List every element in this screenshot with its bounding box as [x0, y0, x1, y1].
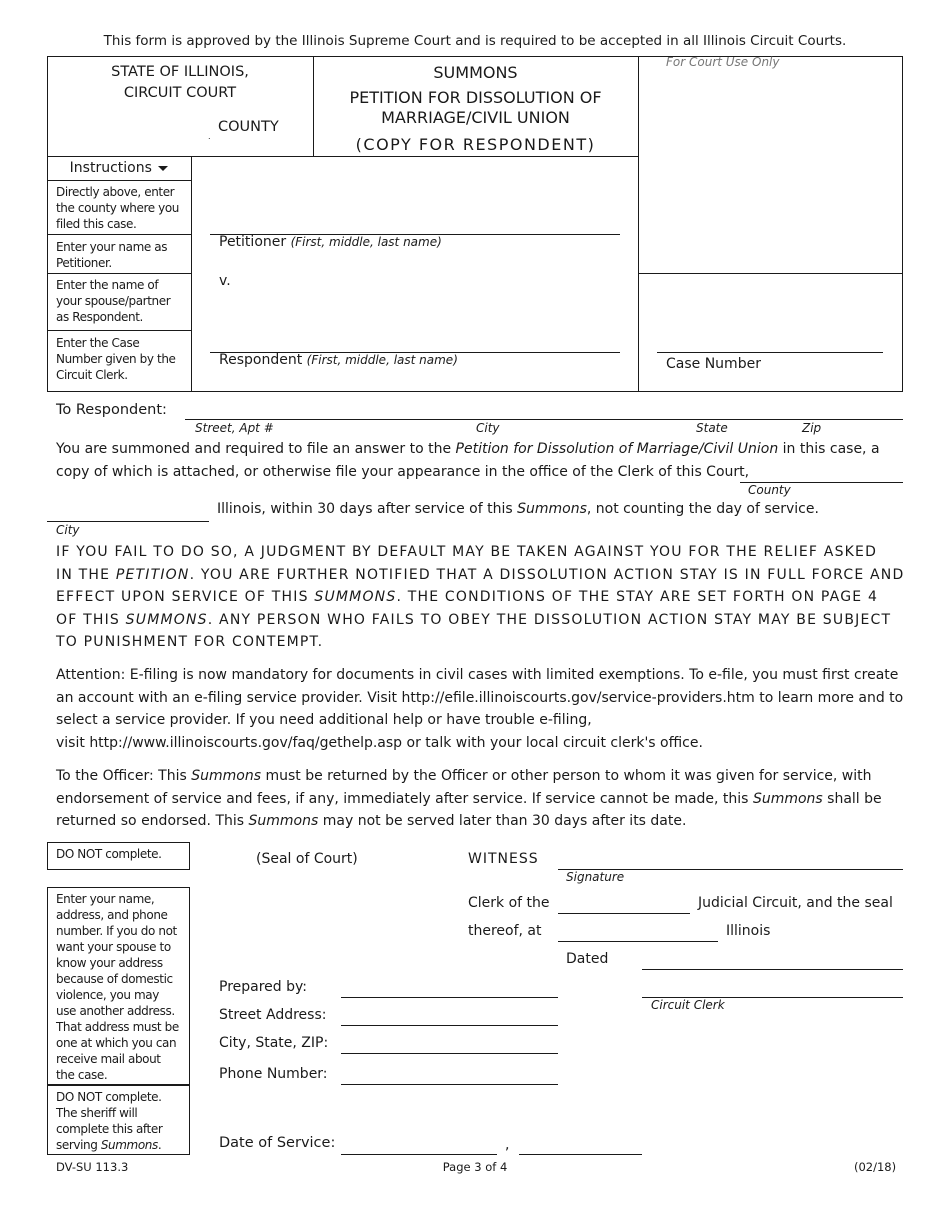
- circuit-clerk-input[interactable]: [642, 981, 903, 998]
- date-comma: ,: [505, 1137, 510, 1153]
- gethelp-link[interactable]: http://www.illinoiscourts.gov/faq/gethelp.asp: [89, 734, 403, 751]
- city-state-zip-label: City, State, ZIP:: [219, 1035, 329, 1051]
- a4b: or talk with your local circuit clerk's office.: [402, 734, 703, 751]
- o3c: may not be served later than 30 days after its date.: [318, 813, 687, 829]
- w3a: EFFECT UPON SERVICE OF THIS: [56, 589, 315, 605]
- county-label: COUNTY: [218, 119, 279, 135]
- instruction-respondent: Enter the name of your spouse/partner as Respondent.: [56, 278, 171, 324]
- form-title: [313, 62, 638, 156]
- officer-line-3: [56, 810, 906, 833]
- summons-line-2: copy of which is attached, or otherwise file your appearance in the office of the Clerk of this Court,: [56, 464, 750, 480]
- phone-number-input[interactable]: [341, 1068, 558, 1085]
- city-state-zip-input[interactable]: [341, 1037, 558, 1054]
- seal-location-input[interactable]: [558, 925, 718, 942]
- do-not-complete-note: DO NOT complete.: [47, 842, 190, 870]
- respondent-address-input[interactable]: [185, 403, 903, 420]
- approval-notice: This form is approved by the Illinois Supreme Court and is required to be accepted in all Illinois Circuit Courts.: [103, 33, 847, 49]
- a2b: to learn more and to: [754, 689, 904, 706]
- w3b: SUMMONS: [314, 589, 397, 605]
- dated-label: Dated: [566, 951, 609, 967]
- title-marriage: MARRIAGE/CIVIL UNION: [381, 108, 570, 127]
- instruction-petitioner: Enter your name as Petitioner.: [56, 240, 168, 270]
- warning-line-1: IF YOU FAIL TO DO SO, A JUDGMENT BY DEFAULT MAY BE TAKEN AGAINST YOU FOR THE RELIEF ASKED: [56, 544, 878, 560]
- illinois-label: Illinois: [726, 923, 771, 939]
- o1b: Summons: [191, 768, 261, 784]
- prepared-by-label: Prepared by:: [219, 979, 307, 995]
- warning-line-2: [56, 564, 906, 587]
- instruction-case-number: Enter the Case Number given by the Circuit Clerk.: [56, 336, 176, 382]
- phone-number-label: Phone Number:: [219, 1066, 328, 1082]
- sheriff-text: DO NOT complete. The sheriff will complete this after serving: [56, 1090, 163, 1152]
- judicial-circuit-input[interactable]: [558, 897, 690, 914]
- w3c: . THE CONDITIONS OF THE STAY ARE SET FORTH ON PAGE 4: [396, 589, 879, 605]
- summons-line-3-c: , not counting the day of service.: [586, 501, 819, 517]
- summons-line-1: [56, 441, 880, 457]
- attention-line-2: [56, 687, 906, 710]
- attention-line-3: select a service provider. If you need additional help or have trouble e-filing,: [56, 712, 592, 728]
- instructions-label: Instructions: [69, 160, 152, 176]
- case-number-label: Case Number: [666, 356, 761, 372]
- summons-line-3-a: Illinois, within 30 days after service of this: [217, 501, 518, 517]
- court-label: CIRCUIT COURT: [123, 85, 237, 101]
- court-use-label: For Court Use Only: [666, 55, 780, 69]
- street-hint: Street, Apt #: [195, 421, 274, 435]
- date-of-service-input[interactable]: [341, 1138, 497, 1155]
- o2a: endorsement of service and fees, if any, immediately after service. If service cannot be made, this: [56, 790, 753, 807]
- warning-line-5: TO PUNISHMENT FOR CONTEMPT.: [56, 634, 324, 650]
- summons-line-3: [217, 501, 819, 517]
- date-of-service-label: Date of Service:: [219, 1135, 336, 1151]
- versus-label: v.: [219, 273, 231, 289]
- attention-line-4: [56, 732, 906, 755]
- summons-text-c: in this case, a: [778, 441, 880, 457]
- efiling-attention: [56, 664, 906, 754]
- case-number-input[interactable]: [657, 336, 883, 353]
- sheriff-note: [47, 1085, 190, 1155]
- dropdown-arrow-icon: [158, 166, 168, 171]
- o1c: must be returned by the Officer or other person to whom it was given for service, with: [261, 768, 872, 784]
- o3b: Summons: [248, 813, 319, 829]
- city-hint-2: City: [56, 523, 80, 537]
- officer-line-1: [56, 765, 906, 788]
- o1a: To the Officer: This: [56, 768, 192, 784]
- warning-line-4: [56, 609, 906, 632]
- judicial-circuit-label: Judicial Circuit, and the seal: [698, 895, 893, 911]
- petitioner-label: Petitioner: [219, 234, 287, 250]
- witness-signature-input[interactable]: [558, 853, 903, 870]
- petitioner-hint: (First, middle, last name): [290, 235, 442, 249]
- w2a: IN THE: [56, 566, 116, 583]
- w4c: . ANY PERSON WHO FAILS TO OBEY THE DISSOLUTION ACTION STAY MAY BE SUBJECT: [207, 611, 892, 628]
- form-id: DV-SU 113.3: [56, 1160, 129, 1174]
- title-petition: PETITION FOR DISSOLUTION OF: [349, 88, 602, 107]
- petitioner-caption: [219, 234, 442, 250]
- o2b: Summons: [752, 790, 823, 807]
- respondent-caption: [219, 352, 458, 368]
- w4a: OF THIS: [56, 611, 126, 628]
- a4a: visit: [56, 734, 90, 751]
- state-hint: State: [696, 421, 728, 435]
- clerk-city-input[interactable]: [47, 505, 209, 522]
- title-copy: (COPY FOR RESPONDENT): [355, 135, 596, 154]
- summons-text-a: You are summoned and required to file an answer to the: [56, 441, 456, 457]
- o3a: returned so endorsed. This: [56, 813, 249, 829]
- thereof-at-label: thereof, at: [468, 923, 542, 939]
- respondent-input[interactable]: [210, 336, 620, 353]
- default-warning: [56, 541, 906, 654]
- a2a: an account with an e-filing service provider. Visit: [56, 689, 402, 706]
- city-hint: City: [476, 421, 500, 435]
- attention-line-1: Attention: E-filing is now mandatory for documents in civil cases with limited exemptions. To e-file, you must first create: [56, 667, 899, 683]
- circuit-clerk-hint: Circuit Clerk: [651, 998, 725, 1012]
- dated-input[interactable]: [642, 953, 903, 970]
- year-of-service-input[interactable]: [519, 1138, 642, 1155]
- clerk-county-input[interactable]: [740, 466, 903, 483]
- revision-date: (02/18): [854, 1160, 897, 1174]
- street-address-label: Street Address:: [219, 1007, 327, 1023]
- sheriff-period: .: [157, 1138, 162, 1152]
- efile-providers-link[interactable]: http://efile.illinoiscourts.gov/service-providers.htm: [401, 689, 755, 706]
- instructions-toggle[interactable]: [47, 160, 191, 176]
- o2c: shall be: [822, 790, 882, 807]
- zip-hint: Zip: [802, 421, 822, 435]
- page-number: Page 3 of 4: [442, 1160, 508, 1174]
- street-address-input[interactable]: [341, 1009, 558, 1026]
- to-respondent-label: To Respondent:: [56, 402, 167, 418]
- officer-instructions: [56, 765, 906, 833]
- sheriff-summons: Summons: [100, 1138, 158, 1152]
- summons-petition-title: Petition for Dissolution of Marriage/Civil Union: [455, 441, 779, 457]
- respondent-hint: (First, middle, last name): [306, 353, 458, 367]
- w2b: PETITION: [115, 566, 190, 583]
- respondent-label: Respondent: [219, 352, 303, 368]
- clerk-of-the-label: Clerk of the: [468, 895, 550, 911]
- warning-line-3: [56, 586, 906, 609]
- petitioner-input[interactable]: [210, 218, 620, 235]
- officer-line-2: [56, 788, 906, 811]
- state-label: STATE OF ILLINOIS,: [111, 64, 249, 80]
- instruction-county: Directly above, enter the county where you filed this case.: [56, 185, 179, 231]
- county-hint: County: [748, 483, 791, 497]
- signature-hint: Signature: [566, 870, 625, 884]
- witness-label: WITNESS: [468, 851, 539, 867]
- summons-word: Summons: [517, 501, 587, 517]
- title-summons: SUMMONS: [433, 63, 518, 82]
- w2c: . YOU ARE FURTHER NOTIFIED THAT A DISSOLUTION ACTION STAY IS IN FULL FORCE AND: [189, 566, 905, 583]
- preparer-instruction: Enter your name, address, and phone number. If you do not want your spouse to know your address because of domestic violence, you may use another address. That address must be one at which you can receive mail about the case.: [47, 887, 190, 1085]
- w4b: SUMMONS: [125, 611, 208, 628]
- seal-of-court: (Seal of Court): [256, 851, 358, 867]
- county-input[interactable]: [70, 118, 210, 134]
- prepared-by-input[interactable]: [341, 981, 558, 998]
